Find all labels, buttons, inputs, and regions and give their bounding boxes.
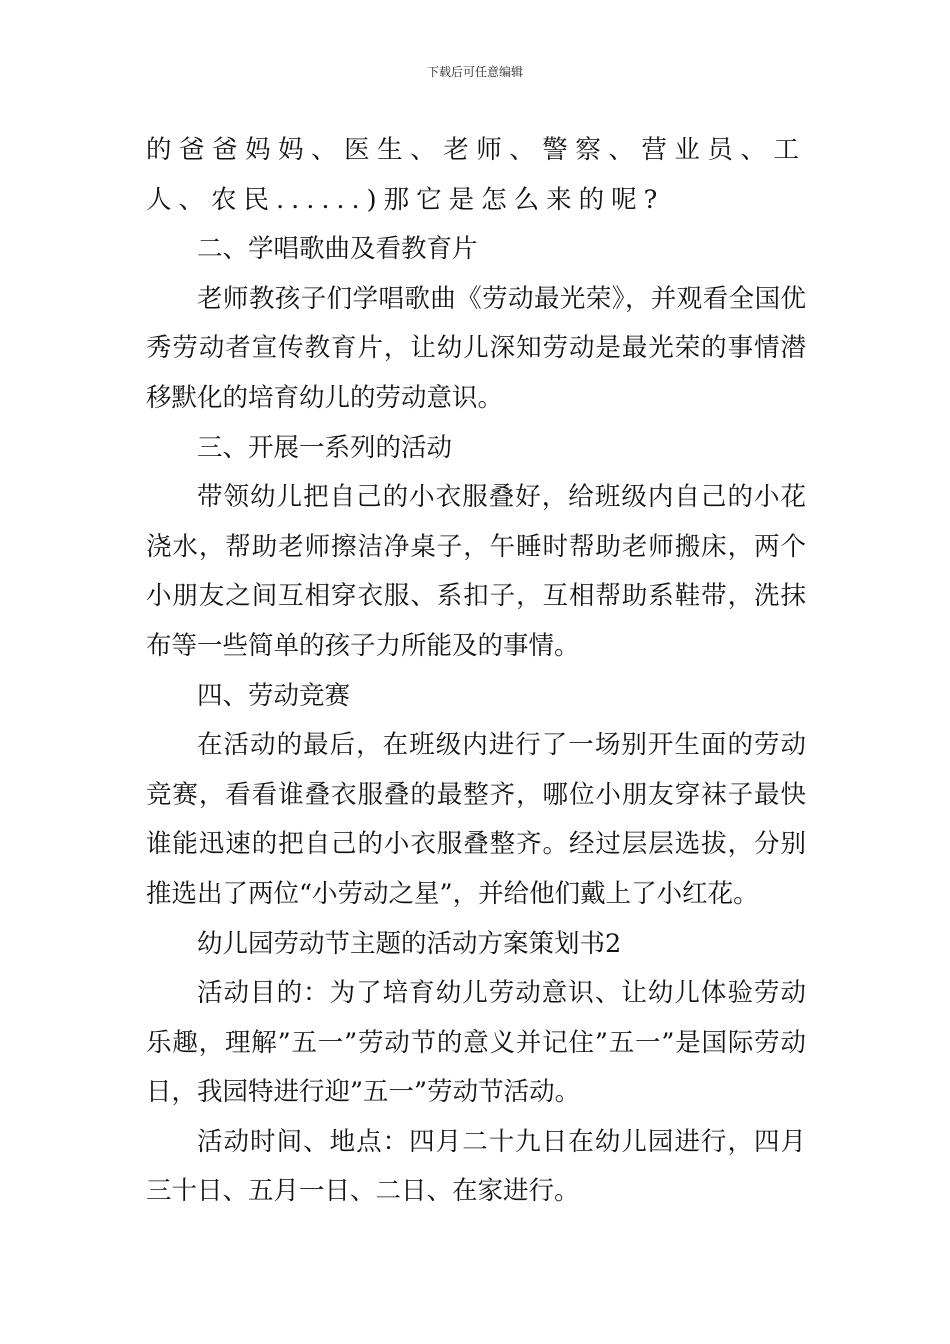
paragraph: 活动目的：为了培育幼儿劳动意识、让幼儿体验劳动乐趣，理解”五一”劳动节的意义并记住”五一”是国际劳动日，我园特进行迎”五一”劳动节活动。 (146, 978, 806, 1108)
paragraph: 活动时间、地点：四月二十九日在幼儿园进行，四月三十日、五月一日、二日、在家进行。 (146, 1126, 806, 1207)
document-body (146, 126, 806, 1217)
section-heading-4: 四、劳动竞赛 (197, 680, 351, 711)
page-header: 下载后可任意编辑 (426, 65, 523, 79)
paragraph: 老师教孩子们学唱歌曲《劳动最光荣》，并观看全国优秀劳动者宣传教育片，让幼儿深知劳动是最光荣的事情潜移默化的培育幼儿的劳动意识。 (146, 283, 806, 413)
section-heading-2: 二、学唱歌曲及看教育片 (197, 234, 478, 265)
document-subtitle: 幼儿园劳动节主题的活动方案策划书2 (197, 928, 622, 959)
paragraph: 带领幼儿把自己的小衣服叠好，给班级内自己的小花浇水，帮助老师擦洁净桌子，午睡时帮助老师搬床，两个小朋友之间互相穿衣服、系扣子，互相帮助系鞋带，洗抹布等一些简单的孩子力所能及的事情。 (146, 482, 806, 661)
paragraph: 在活动的最后，在班级内进行了一场别开生面的劳动竞赛，看看谁叠衣服叠的最整齐，哪位小朋友穿袜子最快谁能迅速的把自己的小衣服叠整齐。经过层层选拔，分别推选出了两位“小劳动之星”，并给他们戴上了小红花。 (146, 730, 806, 909)
section-heading-3: 三、开展一系列的活动 (197, 432, 453, 463)
paragraph-continuation: 的爸爸妈妈、医生、老师、警察、营业员、工人、农民......)那它是怎么来的呢? (146, 135, 806, 215)
